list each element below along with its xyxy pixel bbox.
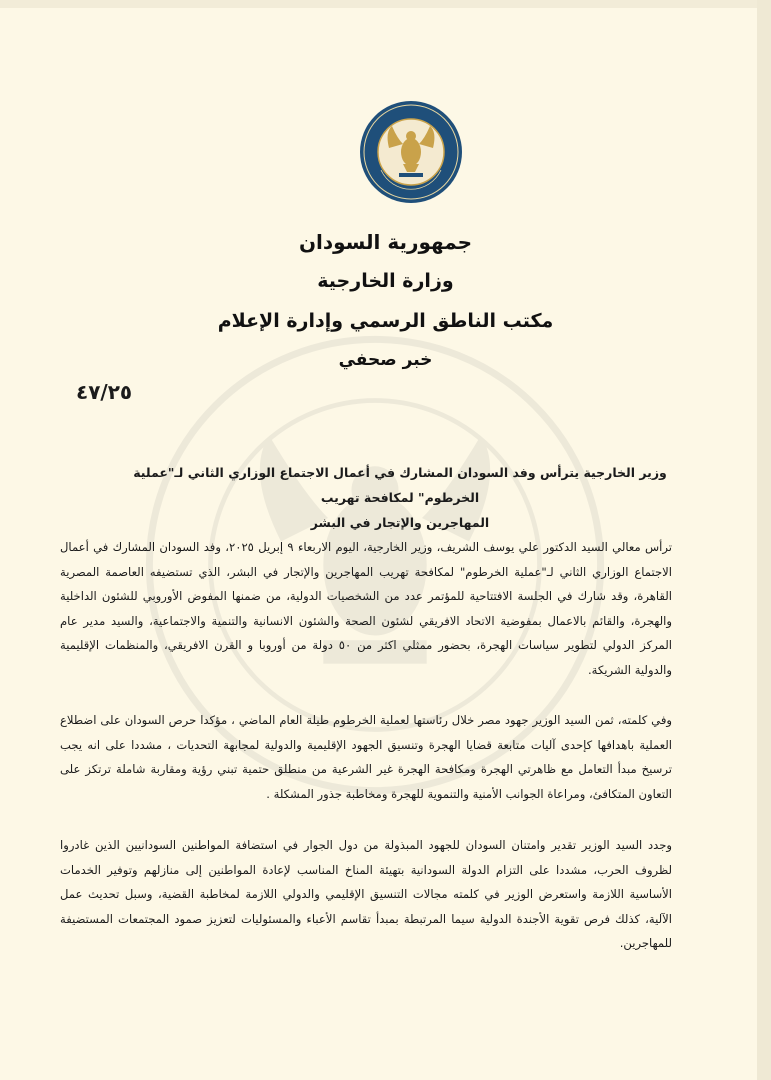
paragraph-3: وجدد السيد الوزير تقدير وامتنان السودان للجهود المبذولة من دول الجوار في استضافة المواطنين السودانيين الذين غادروا لظروف الحرب، مشددا على التزام الدولة السودانية بتهيئة المناخ المناسب لإعادة المواطنين إلى منازلهم وتوفير الخدمات الأساسية اللازمة واستعرض الوزير في كلمته مجالات التنسيق الإقليمي والدولي اللازمة لمخاطبة القضية، وسبل تحديث عمل الآلية، كذلك فرص تقوية الأجندة الدولية سيما المرتبطة بمبدأ تقاسم الأعباء والمسئوليات لتعزيز صمود المجتمعات المستضيفة للمهاجرين. — [60, 838, 672, 950]
republic-name: جمهورية السودان — [298, 230, 473, 254]
press-release-title — [120, 460, 680, 535]
scan-edge-top — [0, 0, 771, 8]
document-type: خبر صحفي — [338, 350, 433, 370]
paragraph-2: وفي كلمته، ثمن السيد الوزير جهود مصر خلال رئاستها لعملية الخرطوم طيلة العام الماضي ، مؤكدا حرص السودان على اضطلاع العملية باهدافها كإحدى آليات متابعة قضايا الهجرة وتنسيق الجهود الإقليمية والدولية لمجابهة التحديات ، مشددا على انه يجب ترسيخ مبدأ التعامل مع ظاهرتي الهجرة ومكافحة الهجرة غير الشرعية من منطلق حتمية تبني رؤية ومقاربة شاملة ترتكز على التعاون المتكافئ، ومراعاة الجوانب الأمنية والتنموية للهجرة ومخاطبة جذور المشكلة . — [60, 713, 672, 801]
scan-edge-right — [757, 0, 771, 1080]
ministry-name: وزارة الخارجية — [317, 270, 454, 292]
title-line-1: وزير الخارجية يترأس وفد السودان المشارك في أعمال الاجتماع الوزاري الثاني لـ"عملية الخرطوم" لمكافحة تهريب — [133, 465, 667, 505]
ministry-seal-icon — [359, 100, 463, 204]
paragraph-1: ترأس معالي السيد الدكتور علي يوسف الشريف، وزير الخارجية، اليوم الاربعاء ٩ إبريل ٢٠٢٥، وفد السودان المشارك في أعمال الاجتماع الوزاري الثاني لـ"عملية الخرطوم" لمكافحة تهريب المهاجرين والإتجار في البشر، الذي تستضيفه العاصمة المصرية القاهرة، وقد شارك في الجلسة الافتتاحية للمؤتمر عدد من الشخصيات الدولية، من ضمنها المفوض الأوروبي للشئون الداخلية والهجرة، والقائم بالاعمال بمفوضية الاتحاد الافريقي لشئون الصحة والشئون الانسانية والتنمية والاجتماعية، والسيد مدير عام المركز الدولي لتطوير سياسات الهجرة، بحضور ممثلي اكثر من ٥٠ دولة من أوروبا و القرن الافريقي، والمنظمات الإقليمية والدولية الشريكة. — [60, 540, 672, 677]
reference-number: ٤٧/٢٥ — [76, 380, 133, 404]
title-line-2: المهاجرين والإتجار في البشر — [310, 515, 490, 530]
office-name: مكتب الناطق الرسمي وإدارة الإعلام — [217, 310, 554, 332]
